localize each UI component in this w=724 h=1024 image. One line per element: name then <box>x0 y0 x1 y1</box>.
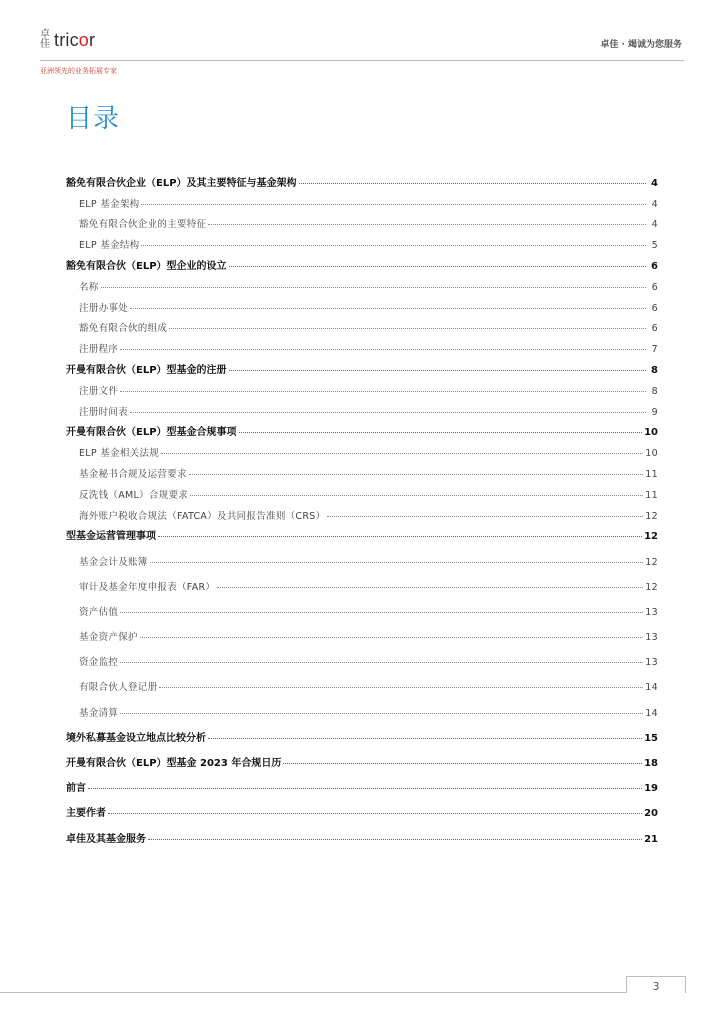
toc-entry-subsection[interactable] <box>66 668 658 693</box>
toc-entry-page: 9 <box>651 406 658 418</box>
toc-dot-leader <box>283 762 642 764</box>
toc-entry-section[interactable] <box>66 418 658 439</box>
toc-dot-leader <box>120 712 643 714</box>
toc-entry-subsection[interactable] <box>66 438 658 459</box>
toc-entry-label: 基金资产保护 <box>79 632 138 644</box>
toc-entry-page: 14 <box>645 707 658 719</box>
toc-entry-section[interactable] <box>66 522 658 543</box>
toc-entry-page: 6 <box>651 302 658 314</box>
toc-entry-label: ELP 基金相关法规 <box>79 448 160 460</box>
toc-dot-leader <box>189 473 643 475</box>
toc-entry-label: 名称 <box>79 281 99 293</box>
toc-entry-page: 5 <box>651 240 658 252</box>
toc-entry-page: 10 <box>645 448 658 460</box>
toc-entry-page: 11 <box>645 489 658 501</box>
toc-entry-label: 海外账户税收合规法（FATCA）及共同报告准则（CRS） <box>79 510 326 522</box>
toc-dot-leader <box>130 307 646 309</box>
toc-entry-subsection[interactable] <box>66 210 658 231</box>
toc-dot-leader <box>161 452 643 454</box>
toc-entry-section[interactable] <box>66 168 658 189</box>
toc-dot-leader <box>299 182 646 184</box>
toc-entry-section[interactable] <box>66 769 658 794</box>
toc-dot-leader <box>190 494 643 496</box>
toc-entry-label: 开曼有限合伙（ELP）型基金合规事项 <box>66 427 237 439</box>
toc-entry-subsection[interactable] <box>66 376 658 397</box>
logo-text-accent: o <box>78 30 90 50</box>
toc-entry-label: ELP 基金架构 <box>79 198 140 210</box>
toc-entry-label: 资金监控 <box>79 657 119 669</box>
toc-entry-label: 注册办事处 <box>79 302 129 314</box>
toc-entry-label: 有限合伙人登记册 <box>79 682 158 694</box>
page-title: 目录 <box>66 104 121 134</box>
toc-entry-page: 19 <box>644 783 658 795</box>
toc-entry-label: 豁免有限合伙（ELP）型企业的设立 <box>66 260 227 272</box>
logo-text-part: r <box>89 30 96 50</box>
toc-entry-subsection[interactable] <box>66 272 658 293</box>
toc-dot-leader <box>159 686 643 688</box>
header-divider <box>40 60 684 61</box>
toc-entry-subsection[interactable] <box>66 593 658 618</box>
toc-entry-page: 11 <box>645 468 658 480</box>
toc-entry-page: 6 <box>651 260 658 272</box>
toc-dot-leader <box>101 286 646 288</box>
toc-entry-page: 8 <box>651 364 658 376</box>
toc-entry-subsection[interactable] <box>66 459 658 480</box>
tagline-right: 卓佳 · 竭诚为您服务 <box>600 40 682 50</box>
toc-dot-leader <box>239 431 643 433</box>
toc-entry-page: 13 <box>645 632 658 644</box>
toc-dot-leader <box>120 661 643 663</box>
toc-entry-subsection[interactable] <box>66 618 658 643</box>
toc-entry-label: 注册文件 <box>79 385 119 397</box>
toc-dot-leader <box>108 812 642 814</box>
toc-entry-section[interactable] <box>66 355 658 376</box>
toc-entry-page: 15 <box>644 732 658 744</box>
toc-entry-subsection[interactable] <box>66 693 658 718</box>
toc-entry-subsection[interactable] <box>66 643 658 668</box>
toc-dot-leader <box>88 787 642 789</box>
toc-entry-label: 豁免有限合伙企业（ELP）及其主要特征与基金架构 <box>66 177 297 189</box>
toc-entry-page: 7 <box>651 344 658 356</box>
table-of-contents <box>66 168 658 845</box>
toc-entry-subsection[interactable] <box>66 230 658 251</box>
toc-entry-page: 4 <box>651 198 658 210</box>
toc-entry-label: 资产估值 <box>79 606 119 618</box>
toc-entry-label: 豁免有限合伙的组成 <box>79 323 168 335</box>
toc-entry-page: 13 <box>645 606 658 618</box>
toc-entry-label: 主要作者 <box>66 808 106 820</box>
page-number-box <box>626 976 686 993</box>
toc-entry-label: 注册程序 <box>79 344 119 356</box>
toc-entry-subsection[interactable] <box>66 480 658 501</box>
toc-entry-page: 6 <box>651 323 658 335</box>
toc-entry-page: 12 <box>645 556 658 568</box>
toc-entry-label: ELP 基金结构 <box>79 240 140 252</box>
toc-entry-section[interactable] <box>66 794 658 819</box>
toc-entry-page: 20 <box>644 808 658 820</box>
toc-entry-subsection[interactable] <box>66 293 658 314</box>
toc-dot-leader <box>229 369 646 371</box>
toc-entry-subsection[interactable] <box>66 334 658 355</box>
toc-dot-leader <box>148 838 642 840</box>
toc-dot-leader <box>208 737 642 739</box>
toc-entry-page: 18 <box>644 758 658 770</box>
page-number: 3 <box>652 980 660 993</box>
page-header <box>0 0 724 80</box>
toc-entry-section[interactable] <box>66 719 658 744</box>
toc-dot-leader <box>120 390 646 392</box>
toc-entry-label: 前言 <box>66 783 86 795</box>
toc-entry-label: 审计及基金年度申报表（FAR） <box>79 581 216 593</box>
toc-dot-leader <box>120 611 643 613</box>
toc-dot-leader <box>229 265 646 267</box>
toc-entry-page: 8 <box>651 385 658 397</box>
toc-entry-page: 10 <box>644 427 658 439</box>
toc-entry-label: 境外私募基金设立地点比较分析 <box>66 732 206 744</box>
toc-entry-label: 开曼有限合伙（ELP）型基金 2023 年合规日历 <box>66 758 282 770</box>
toc-entry-page: 13 <box>645 657 658 669</box>
toc-entry-page: 21 <box>644 833 658 845</box>
logo-text-part: tric <box>54 30 79 50</box>
tricor-logo-mark: 卓佳 <box>40 29 50 50</box>
toc-entry-label: 基金清算 <box>79 707 119 719</box>
toc-dot-leader <box>120 348 646 350</box>
toc-entry-label: 豁免有限合伙企业的主要特征 <box>79 219 207 231</box>
toc-entry-section[interactable] <box>66 744 658 769</box>
toc-dot-leader <box>130 411 646 413</box>
toc-dot-leader <box>327 515 643 517</box>
toc-entry-label: 卓佳及其基金服务 <box>66 833 146 845</box>
toc-dot-leader <box>208 223 646 225</box>
tagline-left: 亚洲领先的业务拓展专家 <box>40 67 117 75</box>
toc-entry-label: 开曼有限合伙（ELP）型基金的注册 <box>66 364 227 376</box>
footer-divider <box>0 992 684 993</box>
toc-entry-page: 12 <box>644 531 658 543</box>
toc-entry-subsection[interactable] <box>66 397 658 418</box>
toc-dot-leader <box>141 203 646 205</box>
toc-entry-subsection[interactable] <box>66 542 658 567</box>
toc-dot-leader <box>158 535 642 537</box>
toc-entry-page: 4 <box>651 219 658 231</box>
toc-entry-section[interactable] <box>66 251 658 272</box>
toc-entry-label: 反洗钱（AML）合规要求 <box>79 489 189 501</box>
toc-entry-page: 4 <box>651 177 658 189</box>
toc-dot-leader <box>141 244 646 246</box>
toc-dot-leader <box>140 636 643 638</box>
toc-entry-page: 6 <box>651 281 658 293</box>
toc-dot-leader <box>217 586 643 588</box>
toc-dot-leader <box>150 561 644 563</box>
toc-dot-leader <box>169 327 646 329</box>
toc-entry-subsection[interactable] <box>66 501 658 522</box>
toc-entry-section[interactable] <box>66 819 658 844</box>
toc-entry-page: 14 <box>645 682 658 694</box>
toc-entry-label: 型基金运营管理事项 <box>66 531 156 543</box>
toc-entry-subsection[interactable] <box>66 189 658 210</box>
toc-entry-subsection[interactable] <box>66 568 658 593</box>
toc-entry-page: 12 <box>645 510 658 522</box>
toc-entry-subsection[interactable] <box>66 314 658 335</box>
toc-entry-page: 12 <box>645 581 658 593</box>
tricor-logo-text <box>54 30 95 51</box>
toc-entry-label: 基金会计及账簿 <box>79 556 148 568</box>
toc-entry-label: 注册时间表 <box>79 406 129 418</box>
toc-entry-label: 基金秘书合规及运营要求 <box>79 468 187 480</box>
